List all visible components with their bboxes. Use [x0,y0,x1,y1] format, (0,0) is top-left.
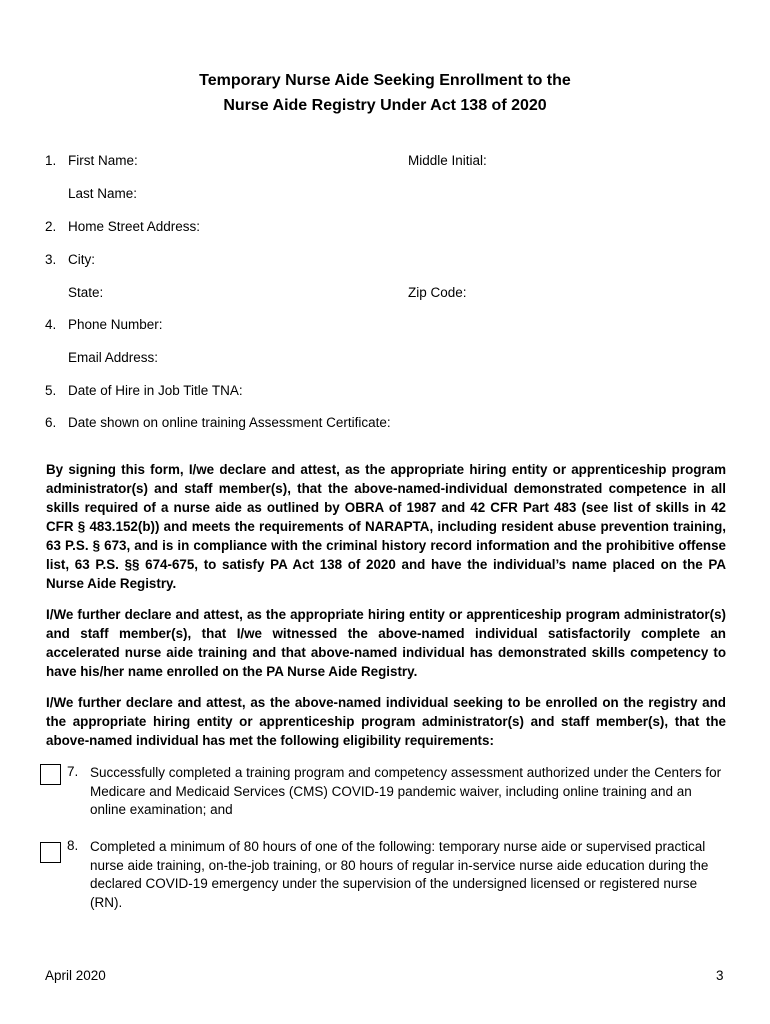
phone-label: Phone Number: [68,317,163,332]
state-label: State: [68,285,104,300]
item-7-checkbox[interactable] [40,764,61,785]
home-address-label: Home Street Address: [68,219,201,234]
attestation-paragraph-2: I/We further declare and attest, as the appropriate hiring entity or apprenticeship program administrator(s) and staff member(s), that I/we witnessed the above-named individual satisfactorily complete an accelerated nurse aide training and that above-named individual has demonstrated skills competency to have his/her name enrolled on the PA Nurse Aide Registry. [46,607,726,679]
item-7-number: 7. [67,764,79,779]
zip-code-label: Zip Code: [408,285,467,300]
field-2-number: 2. [45,219,57,234]
city-label: City: [68,252,95,267]
title-line-2: Nurse Aide Registry Under Act 138 of 2020 [223,97,547,114]
email-label: Email Address: [68,350,159,365]
field-3-number: 3. [45,252,57,267]
attestation-paragraph-3: I/We further declare and attest, as the above-named individual seeking to be enrolled on the registry and the appropriate hiring entity or apprenticeship program administrator(s) and staff member(s), that the above-named individual has met the following eligibility requirements: [46,695,726,748]
certificate-date-label: Date shown on online training Assessment Certificate: [68,415,391,430]
page-number: 3 [716,968,724,983]
field-4-number: 4. [45,317,57,332]
footer-date: April 2020 [45,968,106,983]
field-6-number: 6. [45,415,57,430]
item-8-text: Completed a minimum of 80 hours of one of the following: temporary nurse aide or supervised practical nurse aide training, on-the-job training, or 80 hours of regular in-service nurse aide education during the declared COVID-19 emergency under the supervision of the undersigned licensed or registered nurse (RN). [90,839,709,910]
attestation-paragraph-1: By signing this form, I/we declare and attest, as the appropriate hiring entity or apprenticeship program administrator(s) and staff member(s), that the above-named-individual demonstrated competence in all skills required of a nurse aide as outlined by OBRA of 1987 and 42 CFR Part 483 (see list of skills in 42 CFR § 483.152(b)) and meets the requirements of NARAPTA, including resident abuse prevention training, 63 P.S. § 673, and is in compliance with the criminal history record information and the prohibitive offense list, 63 P.S. §§ 674-675, to satisfy PA Act 138 of 2020 and have the individual’s name placed on the PA Nurse Aide Registry. [46,462,726,591]
document-title [0,68,770,118]
field-5-number: 5. [45,383,57,398]
last-name-label: Last Name: [68,186,138,201]
middle-initial-label: Middle Initial: [408,153,487,168]
item-8-checkbox[interactable] [40,842,61,863]
item-7-text: Successfully completed a training program and competency assessment authorized under the Centers for Medicare and Medicaid Services (CMS) COVID-19 pandemic waiver, including online training and an online examination; and [90,765,722,817]
item-8-number: 8. [67,838,79,853]
title-line-1: Temporary Nurse Aide Seeking Enrollment to the [199,72,571,89]
first-name-label: First Name: [68,153,138,168]
field-1-number: 1. [45,153,57,168]
date-of-hire-label: Date of Hire in Job Title TNA: [68,383,243,398]
